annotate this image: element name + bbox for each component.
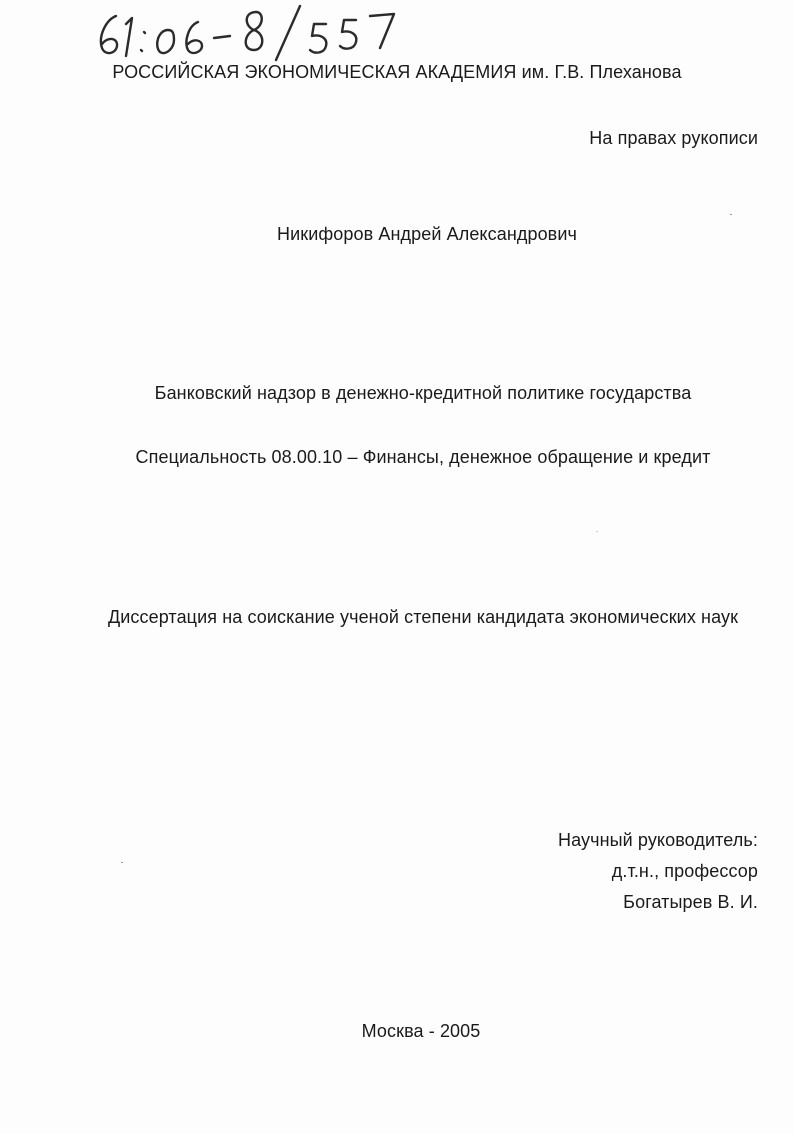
scan-speck: [121, 862, 123, 863]
scan-speck: [596, 531, 598, 532]
handwritten-catalog-number-drawing: [88, 2, 428, 64]
dissertation-title: Банковский надзор в денежно-кредитной политике государства: [154, 383, 692, 403]
institution-name: РОССИЙСКАЯ ЭКОНОМИЧЕСКАЯ АКАДЕМИЯ им. Г.В. Плеханова: [112, 62, 682, 82]
supervisor-label: Научный руководитель:: [558, 830, 758, 850]
place-and-year: Москва - 2005: [361, 1021, 481, 1041]
supervisor-degree: д.т.н., профессор: [611, 861, 758, 881]
author-name: Никифоров Андрей Александрович: [277, 224, 577, 244]
scan-speck: [730, 214, 732, 215]
handwritten-catalog-number: [88, 2, 428, 64]
supervisor-name: Богатырев В. И.: [623, 892, 758, 912]
dissertation-type: Диссертация на соискание ученой степени кандидата экономических наук: [107, 607, 739, 627]
manuscript-rights-note: На правах рукописи: [589, 128, 758, 148]
specialty-line: Специальность 08.00.10 – Финансы, денежное обращение и кредит: [135, 447, 711, 467]
